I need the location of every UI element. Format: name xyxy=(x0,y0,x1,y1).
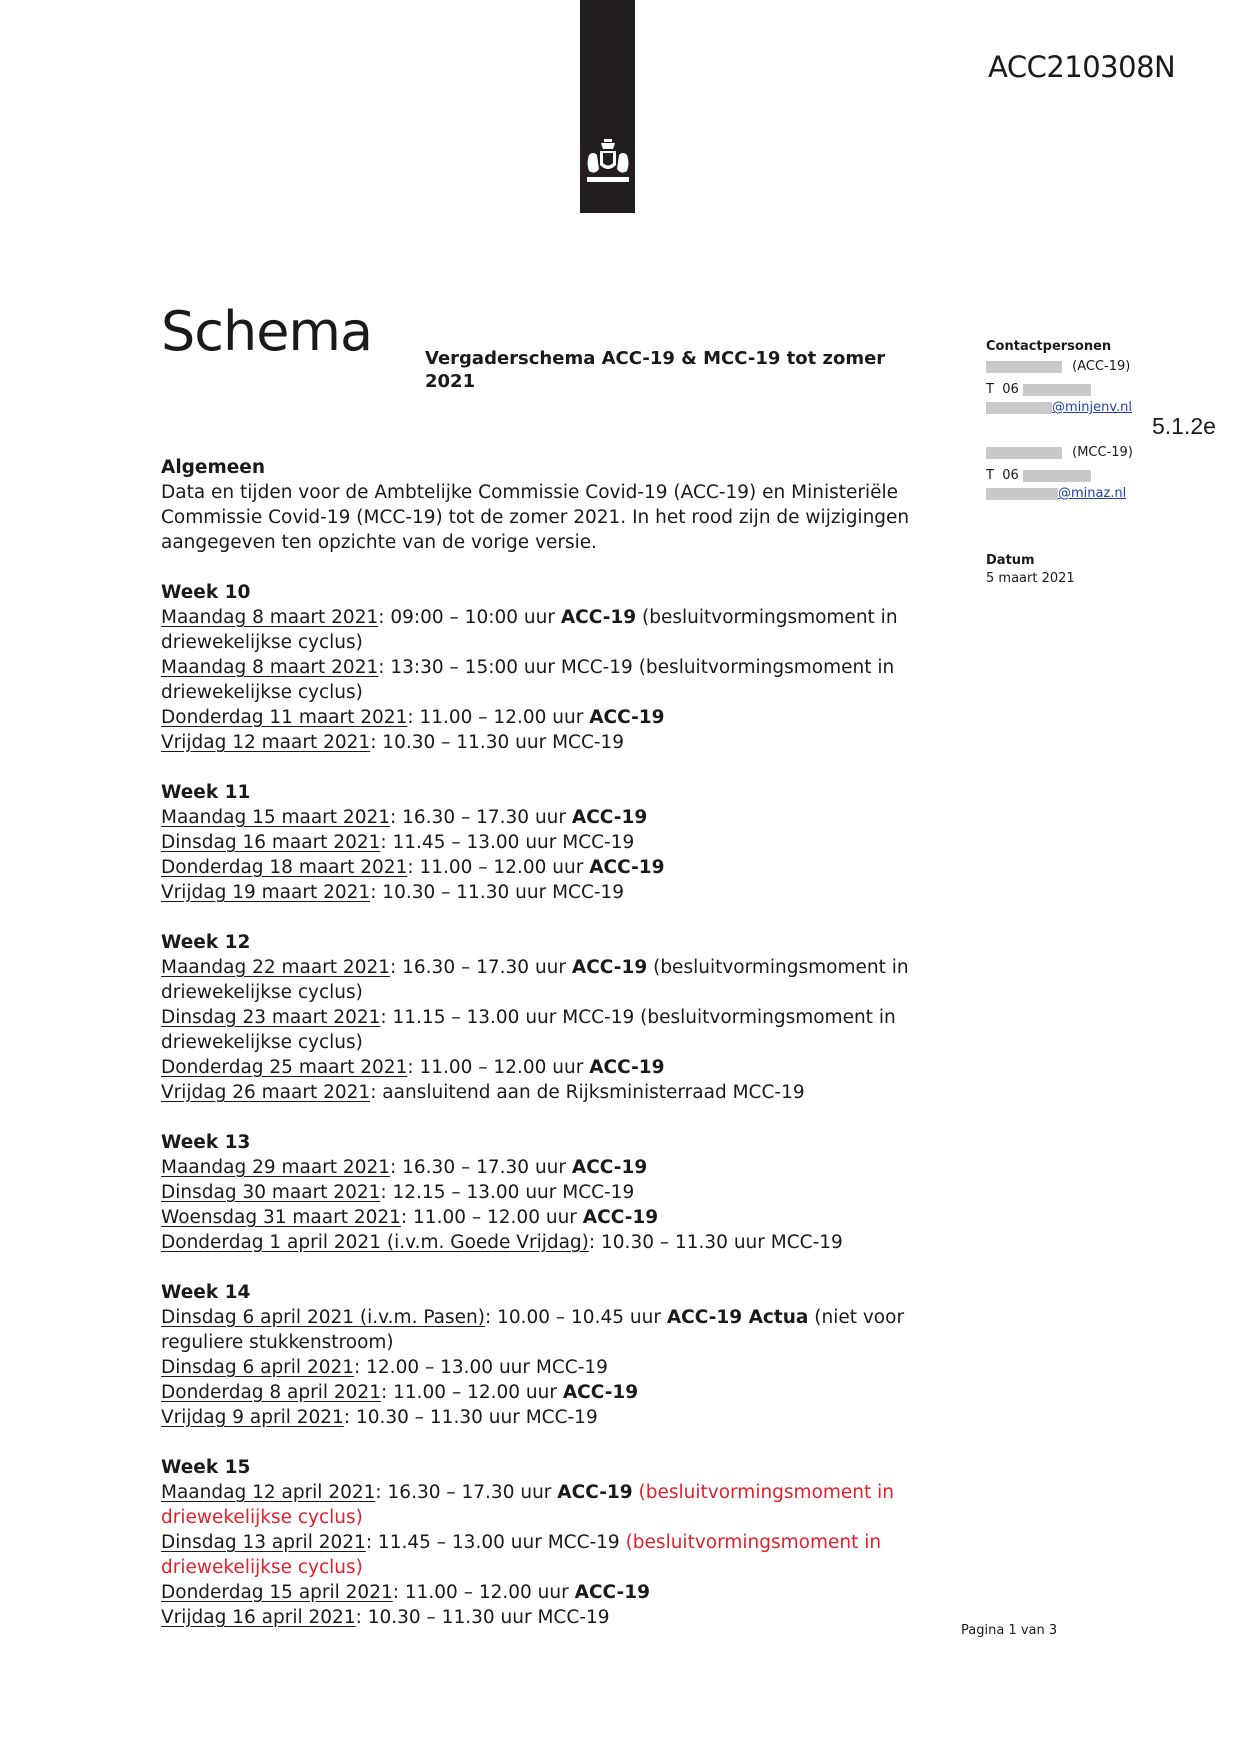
meeting-committee: MCC-19 xyxy=(562,1182,635,1203)
meeting-date: Vrijdag 12 maart 2021 xyxy=(161,732,371,753)
page-title: Schema xyxy=(161,300,373,363)
meeting-committee: ACC-19 xyxy=(574,1582,650,1603)
redacted-phone xyxy=(1023,384,1091,396)
meeting-committee: ACC-19 xyxy=(582,1207,659,1228)
meeting-committee: ACC-19 xyxy=(589,857,665,878)
meeting-entry xyxy=(161,880,951,905)
meeting-entry xyxy=(161,1580,951,1605)
meeting-date: Woensdag 31 maart 2021 xyxy=(161,1207,401,1228)
week-section xyxy=(161,1455,951,1630)
meeting-committee: MCC-19 xyxy=(560,657,633,678)
meeting-committee: MCC-19 xyxy=(537,1607,610,1628)
meeting-date: Donderdag 25 maart 2021 xyxy=(161,1057,408,1078)
week-heading: Week 11 xyxy=(161,782,251,803)
meeting-committee: MCC-19 xyxy=(770,1232,843,1253)
page-number: Pagina 1 van 3 xyxy=(961,1623,1058,1638)
meeting-entry xyxy=(161,1205,951,1230)
contact-name-mcc xyxy=(986,444,1186,467)
meeting-date: Maandag 29 maart 2021 xyxy=(161,1157,391,1178)
meeting-committee: ACC-19 xyxy=(571,957,648,978)
meeting-date: Dinsdag 6 april 2021 xyxy=(161,1357,355,1378)
meeting-date: Donderdag 8 april 2021 xyxy=(161,1382,381,1403)
intro-heading: Algemeen xyxy=(161,457,265,478)
meeting-entry xyxy=(161,1605,951,1630)
meeting-time: : 11.00 – 12.00 uur xyxy=(407,707,590,728)
meeting-date: Dinsdag 23 maart 2021 xyxy=(161,1007,381,1028)
meeting-time: : 10.30 – 11.30 uur xyxy=(370,732,553,753)
meeting-entry xyxy=(161,830,951,855)
meeting-entry xyxy=(161,1305,951,1355)
meeting-committee: MCC-19 xyxy=(732,1082,805,1103)
phone-prefix: T 06 xyxy=(986,468,1019,483)
meeting-committee: MCC-19 xyxy=(562,1007,635,1028)
meeting-committee: MCC-19 xyxy=(535,1357,608,1378)
meeting-note: (besluitvormingsmoment in driewekelijkse cyclus) xyxy=(161,607,898,653)
weeks-list xyxy=(161,580,951,1630)
meeting-note: (besluitvormingsmoment in driewekelijkse cyclus) xyxy=(161,657,895,703)
meeting-committee: MCC-19 xyxy=(525,1407,598,1428)
meeting-time: : aansluitend aan de Rijksministerraad xyxy=(370,1082,733,1103)
meeting-time: : 10.30 – 11.30 uur xyxy=(355,1607,538,1628)
meeting-time: : 12.15 – 13.00 uur xyxy=(380,1182,563,1203)
meeting-date: Donderdag 1 april 2021 (i.v.m. Goede Vrijdag) xyxy=(161,1232,589,1253)
meeting-time: : 11.00 – 12.00 uur xyxy=(380,1382,563,1403)
meeting-time: : 16.30 – 17.30 uur xyxy=(390,807,572,828)
contact-label: Contactpersonen xyxy=(986,339,1112,354)
meeting-committee: ACC-19 xyxy=(557,1482,633,1503)
week-section xyxy=(161,930,951,1105)
meeting-date: Donderdag 15 april 2021 xyxy=(161,1582,393,1603)
week-heading: Week 10 xyxy=(161,582,251,603)
meeting-time: : 16.30 – 17.30 uur xyxy=(375,1482,558,1503)
meeting-committee: MCC-19 xyxy=(552,732,625,753)
meeting-entry xyxy=(161,1230,951,1255)
meeting-time: : 11.15 – 13.00 uur xyxy=(380,1007,563,1028)
week-heading: Week 15 xyxy=(161,1457,251,1478)
phone-prefix: T 06 xyxy=(986,382,1019,397)
meeting-entry xyxy=(161,1355,951,1380)
meeting-date: Vrijdag 16 april 2021 xyxy=(161,1607,356,1628)
email-link[interactable]: @minaz.nl xyxy=(1058,486,1127,501)
date-value: 5 maart 2021 xyxy=(986,571,1075,586)
meeting-date: Maandag 8 maart 2021 xyxy=(161,607,379,628)
meeting-date: Vrijdag 9 april 2021 xyxy=(161,1407,344,1428)
meeting-entry xyxy=(161,805,951,830)
meeting-date: Donderdag 11 maart 2021 xyxy=(161,707,408,728)
meeting-note: (besluitvormingsmoment in driewekelijkse cyclus) xyxy=(161,1007,896,1053)
contact-phone-mcc xyxy=(986,467,1186,485)
meeting-committee: ACC-19 Actua xyxy=(666,1307,809,1328)
meeting-entry xyxy=(161,1480,951,1530)
redacted-phone xyxy=(1023,470,1091,482)
meeting-entry xyxy=(161,1005,951,1055)
meeting-entry xyxy=(161,1180,951,1205)
meeting-date: Dinsdag 13 april 2021 xyxy=(161,1532,366,1553)
meeting-time: : 10.00 – 10.45 uur xyxy=(484,1307,667,1328)
meeting-date: Maandag 22 maart 2021 xyxy=(161,957,391,978)
meeting-note: (besluitvormingsmoment in driewekelijkse cyclus) xyxy=(161,1482,895,1528)
date-label: Datum xyxy=(986,553,1035,568)
week-section xyxy=(161,780,951,905)
meeting-time: : 12.00 – 13.00 uur xyxy=(354,1357,536,1378)
meeting-time: : 16.30 – 17.30 uur xyxy=(390,1157,572,1178)
meeting-time: : 10.30 – 11.30 uur xyxy=(343,1407,526,1428)
meeting-date: Donderdag 18 maart 2021 xyxy=(161,857,408,878)
contact-role: (MCC-19) xyxy=(1072,445,1133,460)
meeting-date: Vrijdag 19 maart 2021 xyxy=(161,882,371,903)
meeting-date: Maandag 15 maart 2021 xyxy=(161,807,391,828)
royal-coat-of-arms-icon xyxy=(583,137,633,197)
schedule-body xyxy=(161,455,951,1655)
week-heading: Week 14 xyxy=(161,1282,251,1303)
meeting-entry xyxy=(161,1530,951,1580)
week-heading: Week 13 xyxy=(161,1132,251,1153)
meeting-committee: ACC-19 xyxy=(589,707,665,728)
meeting-committee: MCC-19 xyxy=(547,1532,620,1553)
intro-text: Data en tijden voor de Ambtelijke Commissie Covid-19 (ACC-19) en Ministeriële Commissie Covid-19 (MCC-19) tot de zomer 2021. In het rood zijn de wijzigingen aangegeven ten opzichte van de vorige versie. xyxy=(161,482,910,553)
email-link[interactable]: @minjenv.nl xyxy=(1052,400,1133,415)
meeting-time: : 10.30 – 11.30 uur xyxy=(588,1232,771,1253)
meeting-date: Dinsdag 30 maart 2021 xyxy=(161,1182,381,1203)
meeting-date: Maandag 12 april 2021 xyxy=(161,1482,376,1503)
meeting-time: : 16.30 – 17.30 uur xyxy=(390,957,572,978)
meeting-entry xyxy=(161,1380,951,1405)
meeting-entry xyxy=(161,1055,951,1080)
meeting-entry xyxy=(161,605,951,655)
meeting-time: : 11.45 – 13.00 uur xyxy=(365,1532,548,1553)
redacted-name xyxy=(986,361,1062,373)
document-subtitle: Vergaderschema ACC-19 & MCC-19 tot zomer 2021 xyxy=(425,348,886,392)
meeting-note: (niet voor reguliere stukkenstroom) xyxy=(161,1307,905,1353)
meeting-entry xyxy=(161,955,951,1005)
redacted-email xyxy=(986,402,1052,414)
redacted-name xyxy=(986,447,1062,459)
meeting-time: : 11.00 – 12.00 uur xyxy=(407,857,590,878)
contact-phone-acc xyxy=(986,381,1186,399)
meeting-committee: MCC-19 xyxy=(552,882,625,903)
meeting-entry xyxy=(161,705,951,730)
meeting-date: Maandag 8 maart 2021 xyxy=(161,657,379,678)
meeting-committee: ACC-19 xyxy=(571,807,648,828)
meeting-committee: ACC-19 xyxy=(560,607,637,628)
week-section xyxy=(161,1280,951,1430)
meeting-committee: MCC-19 xyxy=(562,832,635,853)
meeting-time: : 13:30 – 15:00 uur xyxy=(378,657,561,678)
meeting-entry xyxy=(161,855,951,880)
contact-name-acc xyxy=(986,358,1186,381)
meeting-entry xyxy=(161,730,951,755)
meeting-time: : 11.00 – 12.00 uur xyxy=(400,1207,583,1228)
sidebar xyxy=(986,338,1186,588)
contact-role: (ACC-19) xyxy=(1072,359,1131,374)
meeting-date: Dinsdag 16 maart 2021 xyxy=(161,832,381,853)
meeting-time: : 11.00 – 12.00 uur xyxy=(392,1582,575,1603)
meeting-time: : 09:00 – 10:00 uur xyxy=(378,607,561,628)
meeting-committee: ACC-19 xyxy=(589,1057,665,1078)
week-section xyxy=(161,1130,951,1255)
intro-section xyxy=(161,455,951,555)
meeting-entry xyxy=(161,655,951,705)
meeting-time: : 10.30 – 11.30 uur xyxy=(370,882,553,903)
meeting-note: (besluitvormingsmoment in driewekelijkse cyclus) xyxy=(161,1532,882,1578)
meeting-date: Dinsdag 6 april 2021 (i.v.m. Pasen) xyxy=(161,1307,485,1328)
meeting-entry xyxy=(161,1080,951,1105)
week-heading: Week 12 xyxy=(161,932,251,953)
meeting-committee: ACC-19 xyxy=(562,1382,639,1403)
document-code: ACC210308N xyxy=(988,50,1176,84)
meeting-entry xyxy=(161,1405,951,1430)
meeting-time: : 11.00 – 12.00 uur xyxy=(407,1057,590,1078)
meeting-date: Vrijdag 26 maart 2021 xyxy=(161,1082,371,1103)
redaction-reference: 5.1.2e xyxy=(1152,413,1216,439)
meeting-time: : 11.45 – 13.00 uur xyxy=(380,832,563,853)
meeting-entry xyxy=(161,1155,951,1180)
redacted-email xyxy=(986,488,1058,500)
meeting-note: (besluitvormingsmoment in driewekelijkse cyclus) xyxy=(161,957,909,1003)
week-section xyxy=(161,580,951,755)
meeting-committee: ACC-19 xyxy=(571,1157,648,1178)
contact-email-mcc xyxy=(986,485,1186,508)
